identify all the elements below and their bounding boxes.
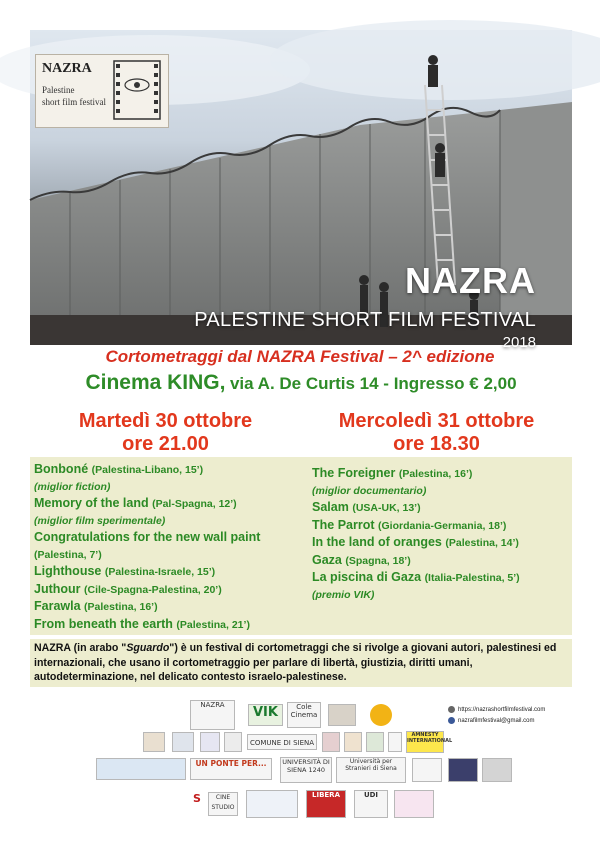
film-item (34, 495, 302, 529)
film-meta: (Palestina, 7’) (34, 548, 102, 561)
sponsor-label: UNIVERSITÀ DI SIENA 1240 (282, 758, 330, 774)
logo-name: NAZRA (42, 61, 92, 76)
film-prize: (miglior fiction) (34, 480, 111, 493)
day-time: ore 18.30 (393, 433, 480, 455)
film-item (312, 499, 570, 517)
sponsor-label: VIK (253, 705, 278, 720)
sponsor-label: AMNESTY INTERNATIONAL (407, 732, 453, 744)
sponsor-logo (412, 758, 442, 782)
facebook-handle: nazrafilmfestival@gmail.com (458, 718, 535, 724)
day-heading-2 (301, 410, 572, 456)
program-day1 (34, 461, 302, 633)
description-lead: NAZRA (in arabo " (34, 642, 127, 654)
festival-logo (35, 54, 169, 128)
sponsor-logo (328, 704, 356, 726)
film-strip-eye-icon (110, 59, 164, 121)
coat-of-arms-icon (344, 732, 362, 752)
film-item (34, 563, 302, 581)
sponsor-logo (448, 758, 478, 782)
film-title: Farawla (34, 599, 81, 613)
film-meta: (Giordania-Germania, 18’) (378, 519, 507, 532)
logo-line2: short film festival (42, 97, 106, 107)
film-meta: (Spagna, 18’) (345, 554, 411, 567)
program-box (30, 457, 572, 635)
nazra-sponsor-logo (190, 700, 235, 730)
film-title: The Foreigner (312, 466, 396, 480)
universita-stranieri-logo (336, 757, 406, 783)
sponsor-label: UN PONTE PER... (195, 759, 267, 768)
coat-of-arms-icon (224, 732, 242, 752)
film-item (34, 581, 302, 599)
film-title: Juthour (34, 581, 81, 596)
sponsor-logo (246, 790, 298, 818)
coat-of-arms-icon (322, 732, 340, 752)
un-ponte-per-logo (190, 758, 272, 780)
sponsor-badge-icon (370, 704, 392, 726)
film-prize: (miglior documentario) (312, 484, 427, 497)
edition-subtitle: Cortometraggi dal NAZRA Festival – 2^ edizione (105, 347, 495, 366)
program-day2 (312, 465, 570, 603)
day-time: ore 21.00 (122, 433, 209, 455)
cinestudio-mark-icon: S (188, 792, 206, 816)
film-title: The Parrot (312, 517, 375, 532)
venue-address: via A. De Curtis 14 - (229, 374, 394, 393)
venue-line (30, 371, 572, 395)
film-title: In the land of oranges (312, 535, 442, 549)
description-rest: ") è un festival di cortometraggi che si rivolge a giovani autori, palestinesi ed internazionali, che usano il cortometraggio per parlare di libertà, giustizia, diritti umani, autodeterminazione, nel delicato contesto israelo-palestinese. (34, 642, 557, 683)
film-meta: (Cile-Spagna-Palestina, 20’) (84, 583, 222, 596)
sponsor-label: COMUNE DI SIENA (249, 739, 315, 747)
cinestudio-logo (208, 792, 238, 816)
sponsor-logo (394, 790, 434, 818)
hero-title: NAZRA (405, 260, 536, 301)
coat-of-arms-icon (172, 732, 194, 752)
web-address: https://nazrashortfilmfestival.com (458, 707, 546, 713)
film-title: Congratulations for the new wall paint (34, 530, 261, 544)
film-item (312, 569, 570, 603)
coat-of-arms-icon (143, 732, 165, 752)
contact-info (448, 705, 545, 727)
film-title: From beneath the earth (34, 616, 173, 631)
film-title: La piscina di Gaza (312, 570, 422, 584)
sponsor-label: UDI (363, 791, 379, 799)
cole-cinema-logo (287, 702, 321, 728)
amnesty-logo (406, 731, 453, 753)
fondazione-logo (96, 758, 186, 780)
comune-siena-logo (247, 734, 317, 750)
film-meta: (Italia-Palestina, 5’) (424, 572, 520, 584)
film-item (312, 552, 570, 570)
sponsor-logo (388, 732, 402, 752)
sponsor-label: NAZRA (200, 701, 225, 709)
libera-logo (306, 790, 346, 818)
film-meta: (Palestina-Libano, 15’) (91, 464, 204, 476)
film-item (34, 461, 302, 495)
film-title: Lighthouse (34, 564, 102, 578)
film-item (34, 616, 302, 634)
film-prize: (miglior film sperimentale) (34, 514, 166, 527)
hero-subtitle: PALESTINE SHORT FILM FESTIVAL (194, 309, 536, 331)
film-item (312, 517, 570, 535)
coat-of-arms-icon (366, 732, 384, 752)
film-meta: (Palestina, 21’) (176, 618, 250, 631)
film-meta: (Palestina-Israele, 15’) (104, 566, 216, 578)
festival-description (30, 639, 572, 687)
sponsor-label: Università per Stranieri di Siena (345, 758, 397, 772)
film-item (34, 529, 302, 563)
facebook-icon (448, 717, 455, 724)
film-title: Memory of the land (34, 496, 149, 510)
film-prize: (premio VIK) (312, 588, 375, 601)
day-date: Martedì 30 ottobre (78, 410, 253, 432)
sponsor-logo (482, 758, 512, 782)
day-heading-1 (30, 410, 301, 456)
film-meta: (Pal-Spagna, 12’) (152, 498, 237, 510)
web-icon (448, 706, 455, 713)
day-date: Mercoledì 31 ottobre (338, 410, 535, 432)
film-title: Salam (312, 500, 349, 514)
film-title: Gaza (312, 552, 342, 567)
film-meta: (Palestina, 16’) (84, 601, 158, 613)
logo-line1: Palestine (42, 85, 75, 95)
universita-siena-logo (280, 757, 332, 783)
film-title: Bonboné (34, 462, 89, 476)
film-item (312, 534, 570, 552)
sponsor-label: LIBERA (312, 791, 340, 799)
description-word: Sguardo (126, 642, 170, 654)
ticket-price: Ingresso € 2,00 (393, 374, 517, 393)
venue-name: Cinema KING, (85, 371, 226, 394)
sponsor-label: Cole Cinema (290, 703, 318, 719)
hero-year: 2018 (502, 334, 536, 351)
film-meta: (USA-UK, 13’) (352, 502, 421, 514)
film-item (312, 465, 570, 499)
coat-of-arms-icon (200, 732, 220, 752)
sponsor-label: CINE STUDIO (211, 794, 235, 811)
udi-logo (354, 790, 388, 818)
film-item (34, 598, 302, 616)
vik-logo (248, 704, 283, 726)
film-meta: (Palestina, 14’) (445, 537, 519, 549)
film-meta: (Palestina, 16’) (398, 468, 473, 480)
